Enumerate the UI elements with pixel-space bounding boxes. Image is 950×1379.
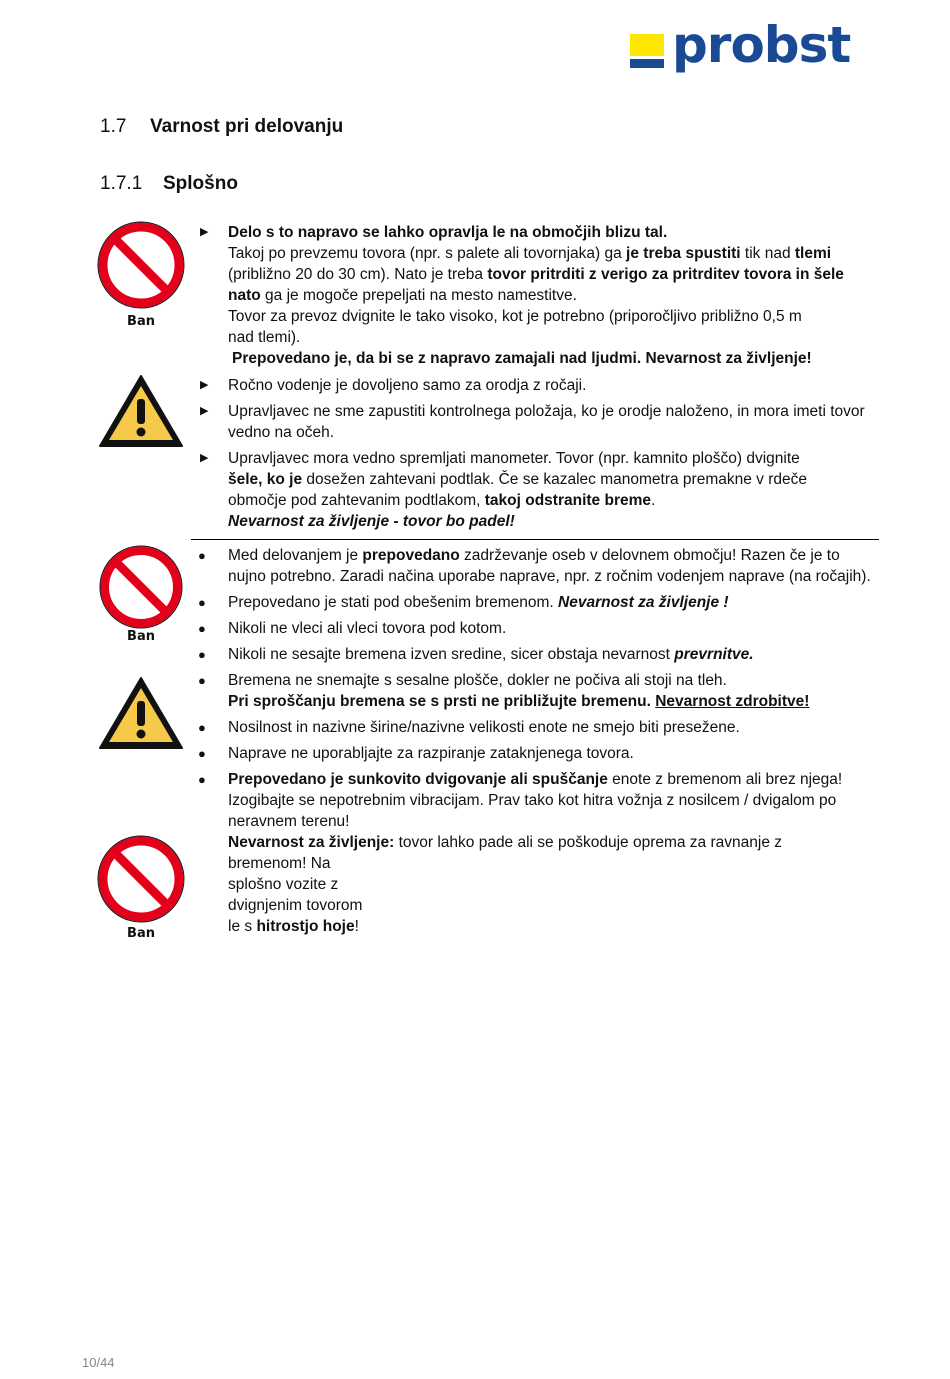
general-safety-list [198, 545, 878, 937]
warning-sign-icon [97, 373, 185, 449]
list-item: ● Prepovedano je stati pod obešenim bremenom. Nevarnost za življenje ! [198, 592, 878, 613]
ban-label: Ban [127, 926, 155, 941]
list-item: ● Nikoli ne sesajte bremena izven sredine, sicer obstaja nevarnost prevrnitve. [198, 644, 878, 665]
warning-sign-icon [97, 675, 185, 751]
list-item: ● Med delovanjem je prepovedano zadrževanje oseb v delovnem območju! Razen če je to nujno potrebno. Zaradi načina uporabe naprave, npr. z ročnim vodenjem naprave (na ročajih). [198, 545, 878, 587]
list-item: ● Naprave ne uporabljajte za razpiranje zataknjenega tovora. [198, 743, 878, 764]
prohibition-sign-icon [99, 545, 183, 629]
list-item: ● Nikoli ne vleci ali vleci tovora pod kotom. [198, 618, 878, 639]
section-divider [191, 539, 879, 540]
list-item: ● Bremena ne snemajte s sesalne plošče, dokler ne počiva ali stoji na tleh. Pri sproščanju bremena se s prsti ne približujte bremenu. Nevarnost zdrobitve! [198, 670, 878, 712]
list-item: ● Prepovedano je sunkovito dvigovanje ali spuščanje enote z bremenom ali brez njega! Izogibajte se nepotrebnim vibracijam. Prav tako kot hitra vožnja z nosilcem / dvigalom po neravnem terenu! Nevarnost za življenje: tovor lahko pade ali se poškoduje oprema za ravnanje z bremenom! Na splošno vozite z dvignjenim tovorom le s hitrostjo hoje! [198, 769, 878, 937]
list-item: ▶ Upravljavec mora vedno spremljati manometer. Tovor (npr. kamnito ploščo) dvignite šele, ko je dosežen zahtevani podtlak. Če se kazalec manometra premakne v rdeče območje pod zahtevanim podtlakom, takoj odstranite breme. Nevarnost za življenje - tovor bo padel! [198, 448, 878, 532]
ban-label: Ban [127, 314, 155, 329]
logo-wordmark: probst [672, 16, 851, 74]
subsection-heading [100, 173, 238, 195]
list-item: ▶ Ročno vodenje je dovoljeno samo za orodja z ročaji. [198, 375, 878, 396]
section-heading [100, 116, 343, 138]
page-number: 10/44 [82, 1355, 115, 1370]
section-number: 1.7 [100, 116, 127, 137]
list-item: ▶ Delo s to napravo se lahko opravlja le na območjih blizu tal. Takoj po prevzemu tovora (npr. s palete ali tovornjaka) ga je treba spustiti tik nad tlemi (približno 20 do 30 cm). Nato je treba tovor pritrditi z verigo za pritrditev tovora in šele nato ga je mogoče prepeljati na mesto namestitve. Tovor za prevoz dvignite le tako visoko, kot je potrebno (priporočljivo približno 0,5 m nad tlemi). Prepovedano je, da bi se z napravo zamajali nad ljudmi. Nevarnost za življenje! [198, 222, 878, 369]
prohibition-sign-icon [97, 221, 185, 309]
operation-safety-list [198, 222, 878, 532]
logo-mark-icon [630, 34, 664, 68]
ban-label: Ban [127, 629, 155, 644]
section-title: Varnost pri delovanju [150, 116, 344, 137]
subsection-number: 1.7.1 [100, 173, 143, 194]
list-item: ● Nosilnost in nazivne širine/nazivne velikosti enote ne smejo biti presežene. [198, 717, 878, 738]
list-item: ▶ Upravljavec ne sme zapustiti kontrolnega položaja, ko je orodje naloženo, in mora imeti tovor vedno na očeh. [198, 401, 878, 443]
probst-logo [630, 16, 872, 74]
prohibition-sign-icon [97, 835, 185, 923]
subsection-title: Splošno [163, 173, 238, 194]
